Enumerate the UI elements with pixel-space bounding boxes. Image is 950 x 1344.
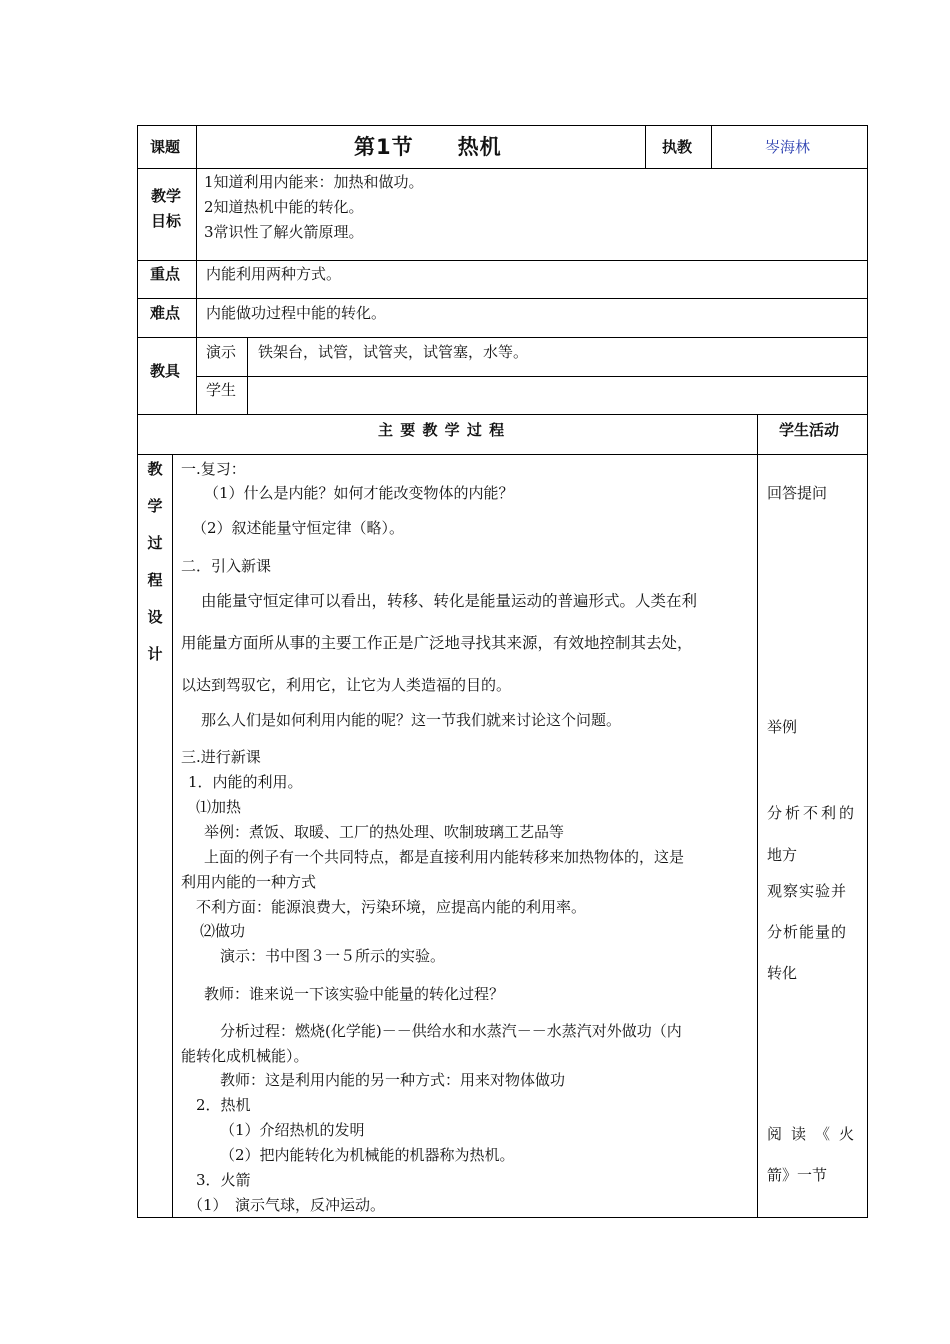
process-line: ⑵做功: [200, 922, 246, 940]
column-divider: [172, 454, 173, 1218]
activity-item: 观察实验并: [767, 882, 848, 900]
process-line: ⑴加热: [196, 798, 242, 816]
process-line: （1）什么是内能？如何才能改变物体的内能？: [204, 484, 514, 502]
process-line: 演示：书中图３一５所示的实验。: [220, 947, 446, 965]
activity-item: 转化: [767, 964, 798, 982]
column-divider: [711, 125, 712, 168]
activity-item: 回答提问: [767, 484, 828, 502]
objectives-label-2: 目标: [151, 212, 182, 230]
column-divider: [645, 125, 646, 168]
process-line: 教师：谁来说一下该实验中能量的转化过程？: [204, 985, 505, 1003]
teacher-label: 执教: [662, 138, 693, 156]
key-point-text: 内能利用两种方式。: [206, 265, 342, 283]
difficulty-label: 难点: [150, 304, 181, 322]
row-divider: [197, 376, 868, 377]
process-line: （1） 演示气球，反冲运动。: [188, 1196, 386, 1214]
objectives-label-1: 教学: [151, 187, 182, 205]
row-divider: [137, 454, 868, 455]
key-point-label: 重点: [150, 265, 181, 283]
column-divider: [247, 337, 248, 414]
objective-item: 3常识性了解火箭原理。: [204, 223, 364, 241]
process-line: 用能量方面所从事的主要工作正是广泛地寻找其来源，有效地控制其去处，: [181, 634, 693, 652]
process-line: （1）介绍热机的发明: [220, 1121, 365, 1139]
difficulty-text: 内能做功过程中能的转化。: [206, 304, 387, 322]
activity-item: 箭》一节: [767, 1166, 828, 1184]
process-line: 二．引入新课: [181, 557, 272, 575]
process-line: 2．热机: [196, 1096, 251, 1114]
process-side-label: 教 学 过 程 设 计: [147, 460, 163, 663]
activity-header: 学生活动: [779, 421, 840, 439]
process-line: 利用内能的一种方式: [181, 873, 317, 891]
process-line: 三.进行新课: [181, 748, 261, 766]
row-divider: [137, 414, 868, 415]
process-header: 主 要 教 学 过 程: [378, 421, 506, 439]
equipment-demo-text: 铁架台，试管，试管夹，试管塞，水等。: [258, 343, 529, 361]
process-line: 不利方面：能源浪费大，污染环境，应提高内能的利用率。: [196, 898, 587, 916]
process-line: 能转化成机械能）。: [181, 1047, 309, 1065]
process-line: 教师：这是利用内能的另一种方式：用来对物体做功: [220, 1071, 566, 1089]
topic-label: 课题: [150, 138, 181, 156]
process-line: 上面的例子有一个共同特点，都是直接利用内能转移来加热物体的，这是: [204, 848, 685, 866]
activity-item: 地方: [767, 846, 798, 864]
activity-item: 阅读《火: [767, 1125, 864, 1143]
column-divider: [196, 125, 197, 414]
row-divider: [137, 298, 868, 299]
objective-item: 2知道热机中能的转化。: [204, 198, 364, 216]
process-line: 1．内能的利用。: [188, 773, 303, 791]
teacher-name: 岑海林: [765, 138, 811, 156]
activity-item: 举例: [767, 718, 798, 736]
column-divider: [757, 414, 758, 1218]
process-line: （2）叙述能量守恒定律（略）。: [192, 519, 405, 537]
process-line: 举例：煮饭、取暖、工厂的热处理、吹制玻璃工艺品等: [204, 823, 565, 841]
row-divider: [137, 260, 868, 261]
process-line: 一.复习：: [181, 460, 246, 478]
process-line: 那么人们是如何利用内能的呢？这一节我们就来讨论这个问题。: [201, 711, 622, 729]
process-line: （2）把内能转化为机械能的机器称为热机。: [220, 1146, 515, 1164]
process-line: 分析过程：燃烧(化学能)－－供给水和水蒸汽－－水蒸汽对外做功（内: [220, 1022, 682, 1040]
page-title: 第1节 热机: [354, 135, 502, 159]
row-divider: [137, 168, 868, 169]
process-line: 由能量守恒定律可以看出，转移、转化是能量运动的普遍形式。人类在利: [201, 592, 698, 610]
activity-item: 分析能量的: [767, 923, 848, 941]
process-line: 3．火箭: [196, 1171, 251, 1189]
process-line: 以达到驾驭它，利用它，让它为人类造福的目的。: [181, 676, 512, 694]
equipment-student-label: 学生: [206, 381, 237, 399]
equipment-label: 教具: [150, 362, 181, 380]
objective-item: 1知道利用内能来：加热和做功。: [204, 173, 424, 191]
equipment-demo-label: 演示: [206, 343, 237, 361]
activity-item: 分析不利的: [767, 804, 858, 822]
